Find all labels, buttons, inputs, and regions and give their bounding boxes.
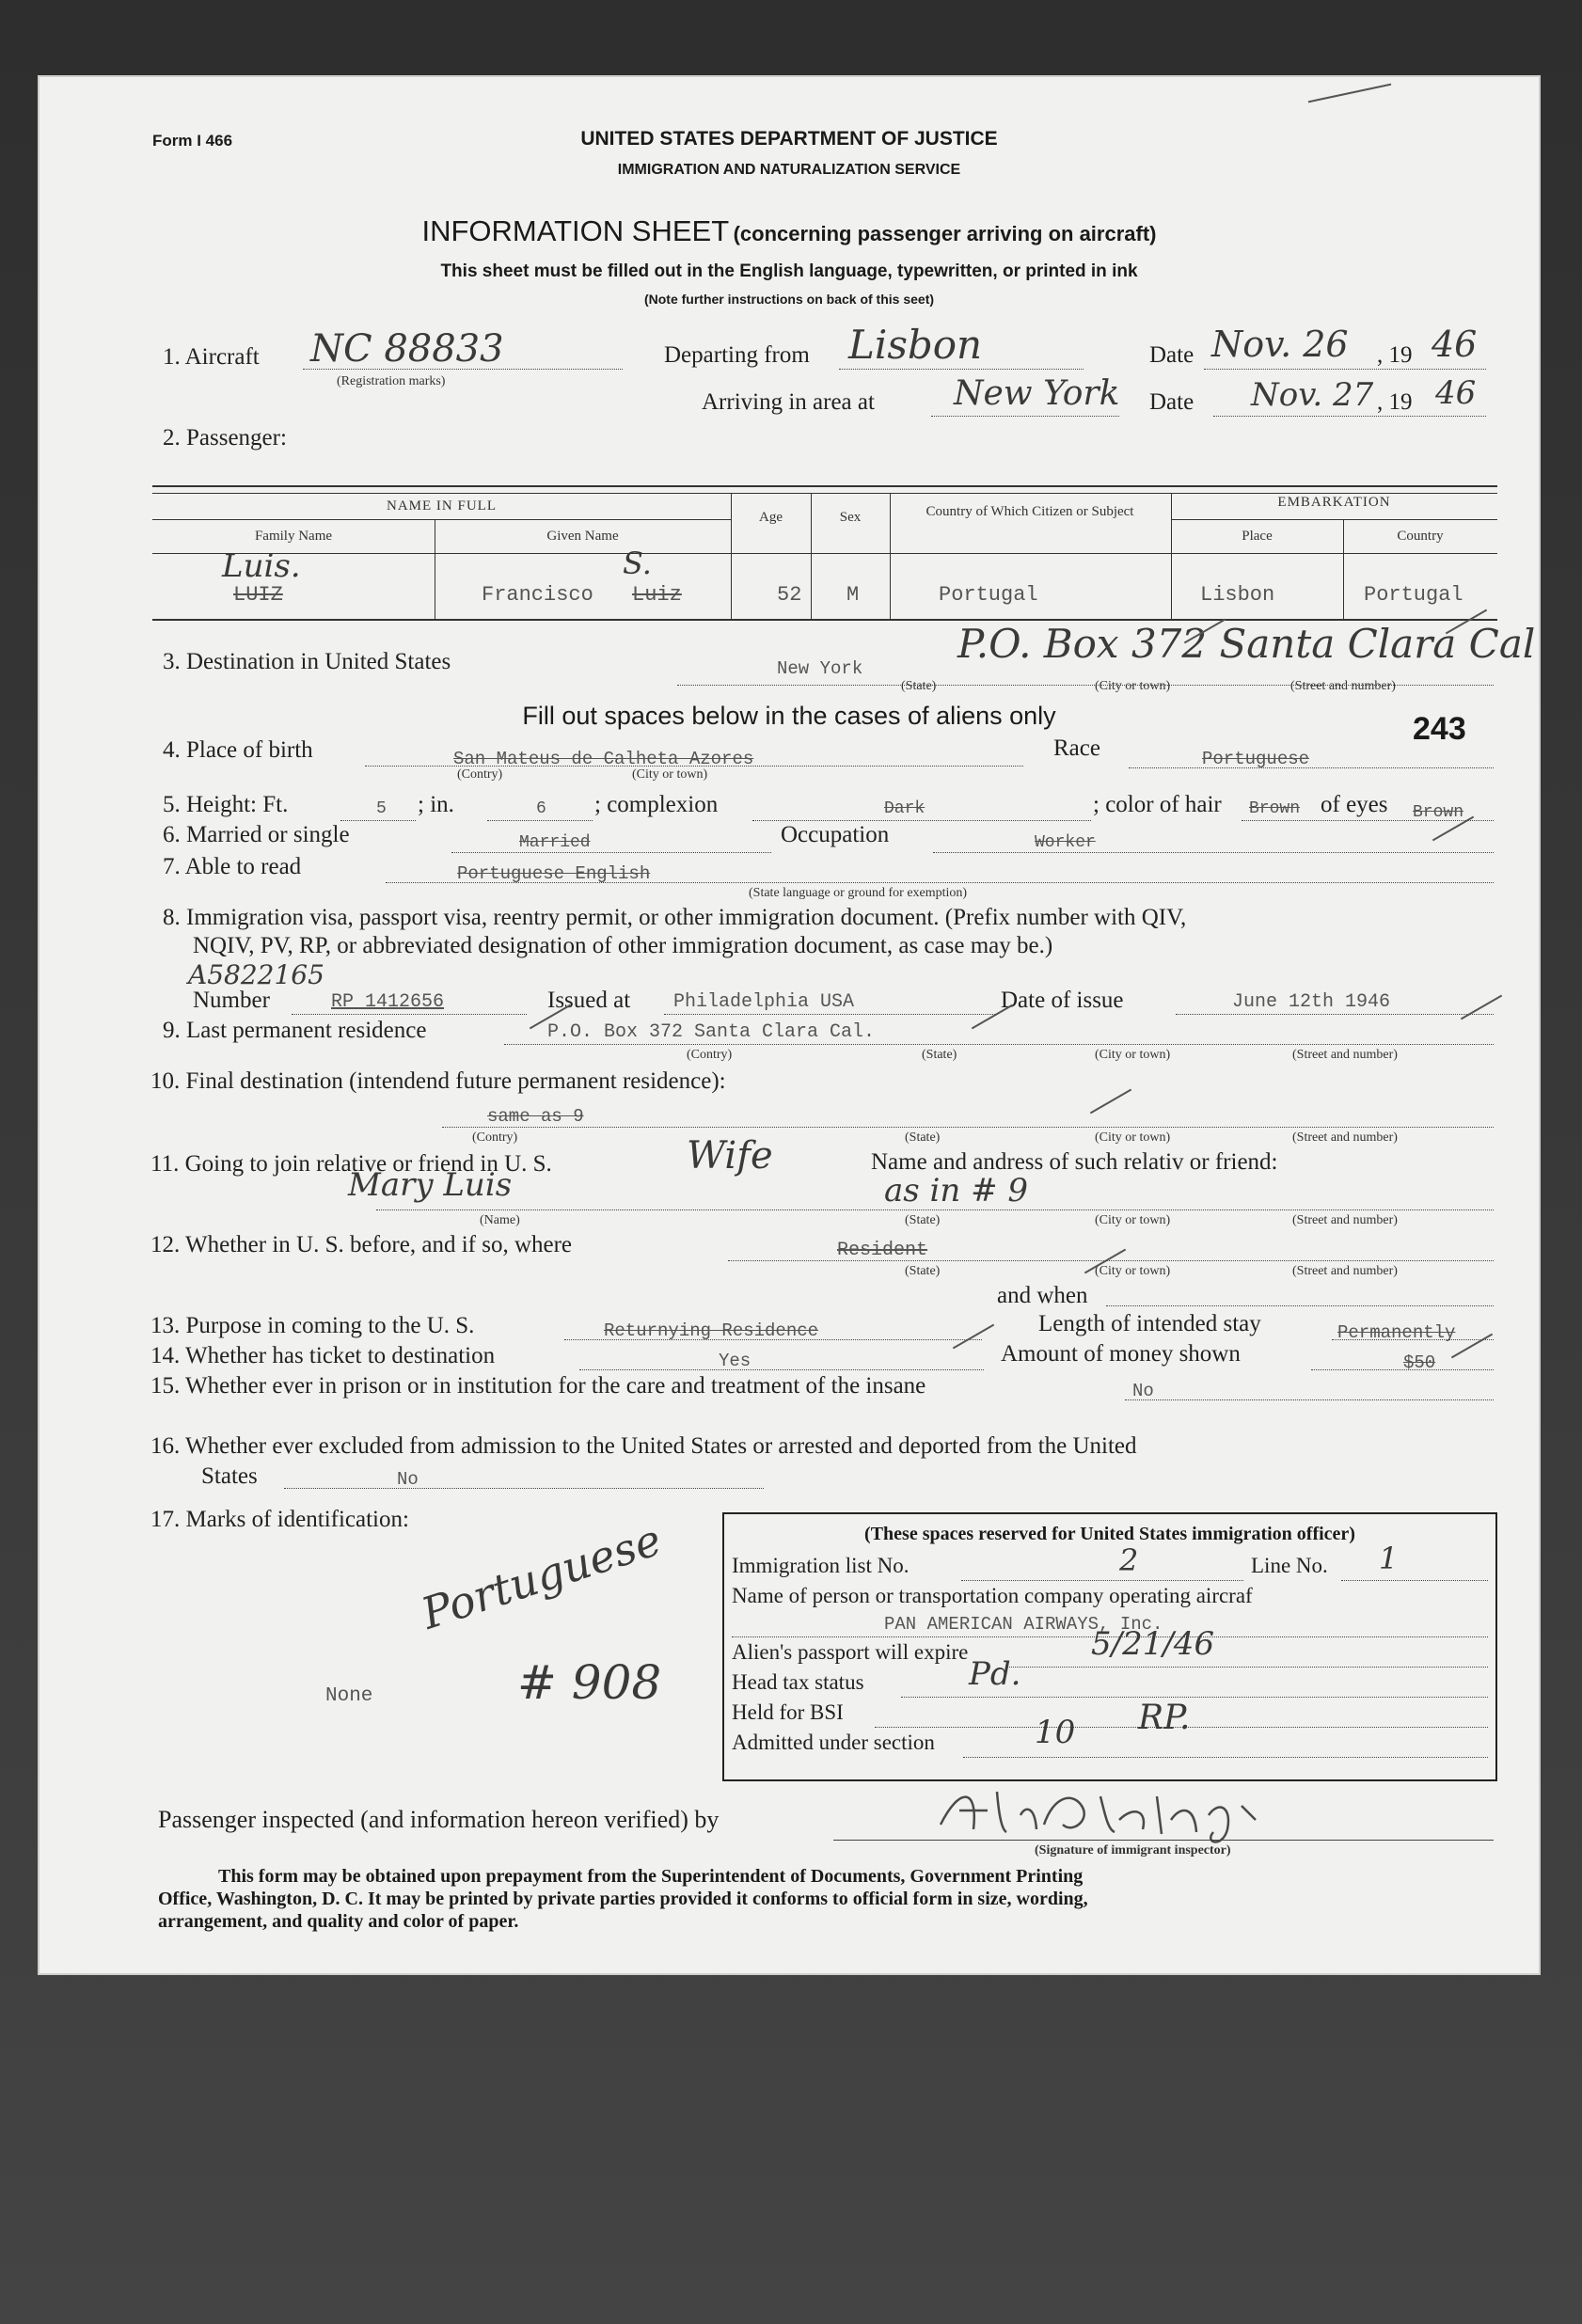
- passport-expire-line: [1006, 1667, 1488, 1668]
- money-value: $50: [1403, 1352, 1436, 1373]
- arriving-value: New York: [954, 374, 1120, 413]
- th-country: Country: [1397, 529, 1444, 544]
- stay-line: [1332, 1339, 1494, 1340]
- form-sheet: [38, 75, 1541, 1975]
- excluded-line: [284, 1488, 764, 1489]
- date-issue-label: Date of issue: [1001, 988, 1124, 1013]
- section-label: Admitted under section: [732, 1731, 935, 1754]
- check-mark: [1451, 1334, 1493, 1359]
- before-cap-city: (City or town): [1095, 1264, 1171, 1278]
- visa-number-label: Number: [193, 988, 270, 1013]
- residence-cap-country: (Contry): [687, 1048, 733, 1062]
- th-country-citizen: Country of Which Citizen or Subject: [925, 504, 1134, 519]
- aircraft-label: 1. Aircraft: [163, 344, 260, 370]
- bsi-label: Held for BSI: [732, 1700, 844, 1724]
- table-top-rule-2: [152, 493, 1497, 494]
- list-no-label: Immigration list No.: [732, 1554, 910, 1577]
- read-label: 7. Able to read: [163, 854, 302, 879]
- th-embarkation: EMBARKATION: [1277, 495, 1391, 510]
- operator-label: Name of person or transportation company operating aircraf: [732, 1584, 1253, 1607]
- race-label: Race: [1053, 735, 1100, 761]
- visa-label-line2: NQIV, PV, RP, or abbreviated designation of other immigration document, as case may be.): [193, 933, 1053, 958]
- read-line: [386, 882, 1494, 883]
- signature-caption: (Signature of immigrant inspector): [1035, 1843, 1231, 1858]
- when-line: [1106, 1305, 1494, 1306]
- before-cap-state: (State): [905, 1264, 941, 1278]
- complexion-line: [752, 820, 1091, 821]
- final-cap-country: (Contry): [472, 1130, 518, 1145]
- departing-value: Lisbon: [848, 322, 983, 368]
- date-arrive-value: Nov. 27: [1251, 376, 1374, 414]
- join-name-label: Name and andress of such relativ or friend:: [871, 1149, 1278, 1175]
- height-in-value: 6: [536, 799, 546, 818]
- final-destination-label: 10. Final destination (intendend future permanent residence):: [150, 1068, 726, 1094]
- ticket-label: 14. Whether has ticket to destination: [150, 1343, 496, 1368]
- corner-mark: [1308, 84, 1391, 103]
- arriving-line: [931, 416, 1119, 417]
- list-no-line: [961, 1580, 1243, 1581]
- join-line: [376, 1209, 1494, 1210]
- height-in-line: [487, 820, 593, 821]
- marks-handwritten-number: # 908: [517, 1655, 662, 1710]
- inspector-signature: [931, 1778, 1326, 1849]
- birthplace-cap-city: (City or town): [632, 767, 708, 782]
- family-name-struck: LUIZ: [233, 583, 283, 607]
- table-header-bottom: [152, 553, 1497, 554]
- hair-eyes-line: [1242, 820, 1494, 821]
- stamp-number: 243: [1413, 711, 1466, 747]
- footer-line3: arrangement, and quality and color of paper.: [158, 1911, 519, 1932]
- before-line: [728, 1260, 1494, 1261]
- inspected-label: Passenger inspected (and information hereon verified) by: [158, 1806, 720, 1833]
- when-label: and when: [997, 1283, 1088, 1308]
- passenger-label: 2. Passenger:: [163, 425, 287, 451]
- destination-cap-street: (Street and number): [1290, 679, 1396, 693]
- line-no-line: [1341, 1580, 1488, 1581]
- head-tax-line: [901, 1697, 1488, 1698]
- operator-value: PAN AMERICAN AIRWAYS, Inc.: [884, 1614, 1163, 1635]
- final-destination-line: [442, 1127, 1494, 1128]
- eyes-label: of eyes: [1321, 792, 1388, 817]
- th-sex: Sex: [839, 510, 862, 525]
- col-divider-4: [890, 493, 891, 619]
- date-depart-label: Date: [1149, 342, 1194, 368]
- head-tax-label: Head tax status: [732, 1670, 864, 1694]
- aircraft-value: NC 88833: [310, 327, 504, 371]
- final-cap-street: (Street and number): [1292, 1130, 1398, 1145]
- join-cap-street: (Street and number): [1292, 1213, 1398, 1227]
- join-relation: Wife: [687, 1134, 773, 1178]
- destination-handwritten: P.O. Box 372 Santa Clara Cal: [957, 621, 1536, 667]
- complexion-value: Dark: [884, 799, 925, 818]
- hair-label: ; color of hair: [1093, 792, 1222, 817]
- residence-label: 9. Last permanent residence: [163, 1018, 427, 1043]
- check-mark: [1461, 995, 1502, 1020]
- purpose-value: Returnying Residence: [604, 1320, 819, 1341]
- issued-at-label: Issued at: [547, 988, 631, 1013]
- footer-line1: This form may be obtained upon prepayment from the Superintendent of Documents, Government Printing: [218, 1866, 1084, 1887]
- excluded-value: No: [397, 1469, 419, 1490]
- line-no-value: 1: [1379, 1541, 1399, 1576]
- height-in-label: ; in.: [418, 792, 454, 817]
- birthplace-label: 4. Place of birth: [163, 737, 313, 763]
- height-ft-line: [340, 820, 416, 821]
- embark-header-rule: [1171, 519, 1497, 520]
- prison-line: [1125, 1399, 1494, 1400]
- before-value: Resident: [837, 1240, 928, 1261]
- head-tax-value: Pd.: [969, 1655, 1021, 1693]
- final-cap-city: (City or town): [1095, 1130, 1171, 1145]
- sex-value: M: [846, 583, 860, 607]
- final-destination-value: same as 9: [487, 1106, 584, 1127]
- height-label: 5. Height: Ft.: [163, 792, 289, 817]
- service-title: IMMIGRATION AND NATURALIZATION SERVICE: [617, 162, 961, 178]
- list-no-value: 2: [1119, 1542, 1139, 1578]
- complexion-label: ; complexion: [594, 792, 719, 817]
- purpose-label: 13. Purpose in coming to the U. S.: [150, 1313, 475, 1338]
- sheet-title-main: INFORMATION SHEET: [421, 214, 730, 247]
- section-suffix: RP.: [1138, 1699, 1191, 1737]
- join-name: Mary Luis: [348, 1166, 513, 1204]
- check-mark: [953, 1324, 994, 1350]
- residence-cap-state: (State): [922, 1048, 957, 1062]
- table-top-rule: [152, 485, 1497, 487]
- purpose-line: [564, 1339, 982, 1340]
- residence-value: P.O. Box 372 Santa Clara Cal.: [547, 1021, 876, 1043]
- issued-at-value: Philadelphia USA: [673, 991, 855, 1013]
- date-issue-line: [1176, 1014, 1494, 1015]
- marks-handwritten-note: Portuguese: [415, 1513, 668, 1639]
- section-value: 10: [1035, 1714, 1076, 1751]
- signature-line: [833, 1840, 1494, 1841]
- given-name: Francisco: [482, 583, 593, 607]
- read-value: Portuguese English: [457, 863, 651, 884]
- officer-title: (These spaces reserved for United States immigration officer): [864, 1524, 1355, 1544]
- embark-place-value: Lisbon: [1200, 583, 1275, 607]
- stay-value: Permanently: [1337, 1322, 1456, 1343]
- th-age: Age: [759, 510, 783, 525]
- note: (Note further instructions on back of this seet): [643, 292, 935, 307]
- family-name-handwritten: Luis.: [222, 547, 301, 585]
- hair-value: Brown: [1249, 799, 1301, 818]
- race-line: [1129, 767, 1494, 768]
- age-value: 52: [777, 583, 802, 607]
- given-name-struck: Luiz: [632, 583, 682, 607]
- residence-cap-street: (Street and number): [1292, 1048, 1398, 1062]
- join-cap-state: (State): [905, 1213, 941, 1227]
- registration-caption: (Registration marks): [337, 374, 446, 388]
- date-depart-value: Nov. 26: [1211, 324, 1349, 365]
- given-name-handwritten: S.: [623, 545, 652, 581]
- embark-country-value: Portugal: [1364, 583, 1463, 607]
- before-cap-street: (Street and number): [1292, 1264, 1398, 1278]
- visa-number-value: RP 1412656: [331, 991, 445, 1013]
- sheet-title-suffix: (concerning passenger arriving on aircraft): [733, 222, 1157, 245]
- married-label: 6. Married or single: [163, 822, 350, 847]
- date-depart-line: [1204, 369, 1486, 370]
- date-arrive-line: [1213, 416, 1486, 417]
- year-prefix-depart: , 19: [1377, 342, 1413, 368]
- read-caption: (State language or ground for exemption): [749, 886, 968, 900]
- passport-expire-value: 5/21/46: [1091, 1625, 1215, 1663]
- aircraft-line: [303, 369, 623, 370]
- year-depart: 46: [1432, 324, 1478, 365]
- ticket-line: [579, 1369, 984, 1370]
- ticket-value: Yes: [719, 1351, 751, 1371]
- section-line: [963, 1757, 1488, 1758]
- occupation-value: Worker: [1035, 833, 1096, 852]
- destination-label: 3. Destination in United States: [163, 649, 451, 674]
- check-mark: [972, 1004, 1013, 1030]
- th-name-in-full: NAME IN FULL: [387, 498, 497, 514]
- visa-label-line1: 8. Immigration visa, passport visa, reentry permit, or other immigration document. (Prefix number with QIV,: [163, 905, 1187, 930]
- check-mark: [1090, 1089, 1131, 1115]
- married-value: Married: [519, 833, 591, 852]
- married-line: [451, 852, 771, 853]
- year-prefix-arrive: , 19: [1377, 389, 1413, 415]
- stay-label: Length of intended stay: [1038, 1311, 1261, 1336]
- sheet-title: [38, 214, 1541, 248]
- arriving-label: Arriving in area at: [702, 389, 875, 415]
- date-arrive-label: Date: [1149, 389, 1194, 415]
- th-family-name: Family Name: [254, 529, 333, 544]
- marks-label: 17. Marks of identification:: [150, 1507, 409, 1532]
- department-title: UNITED STATES DEPARTMENT OF JUSTICE: [580, 128, 998, 150]
- instruction: This sheet must be filled out in the English language, typewritten, or printed in ink: [440, 261, 1138, 281]
- money-line: [1311, 1369, 1494, 1370]
- eyes-value: Brown: [1413, 803, 1464, 822]
- excluded-label-line2: States: [201, 1463, 258, 1489]
- prison-label: 15. Whether ever in prison or in institution for the care and treatment of the insane: [150, 1373, 926, 1399]
- visa-handwritten-number: A5822165: [188, 959, 324, 990]
- issued-at-line: [664, 1014, 997, 1015]
- birthplace-line: [365, 766, 1023, 767]
- residence-cap-city: (City or town): [1095, 1048, 1171, 1062]
- destination-state: New York: [777, 658, 863, 679]
- join-cap-city: (City or town): [1095, 1213, 1171, 1227]
- birthplace-value: San Mateus de Calheta Azores: [453, 749, 754, 769]
- form-number: Form I 466: [152, 132, 233, 150]
- year-arrive: 46: [1435, 374, 1477, 412]
- destination-cap-city: (City or town): [1095, 679, 1171, 693]
- occupation-line: [933, 852, 1494, 853]
- race-value: Portuguese: [1202, 749, 1310, 769]
- officer-box: [722, 1512, 1497, 1781]
- date-issue-value: June 12th 1946: [1232, 991, 1391, 1013]
- destination-cap-state: (State): [901, 679, 937, 693]
- line-no-label: Line No.: [1251, 1554, 1328, 1577]
- name-header-rule: [152, 519, 731, 520]
- join-address: as in # 9: [884, 1172, 1029, 1209]
- height-ft-value: 5: [376, 799, 387, 818]
- visa-number-line: [292, 1014, 527, 1015]
- departing-line: [839, 369, 1084, 370]
- footer-line2: Office, Washington, D. C. It may be printed by private parties provided it conforms to official form in size, wording,: [158, 1889, 1088, 1909]
- th-given-name: Given Name: [546, 529, 619, 544]
- join-cap-name: (Name): [480, 1213, 520, 1227]
- aliens-heading: Fill out spaces below in the cases of aliens only: [522, 702, 1056, 730]
- departing-label: Departing from: [664, 342, 810, 368]
- before-label: 12. Whether in U. S. before, and if so, where: [150, 1232, 573, 1257]
- th-place: Place: [1242, 529, 1273, 544]
- excluded-label-line1: 16. Whether ever excluded from admission to the United States or arrested and deported from the United: [150, 1433, 1137, 1459]
- residence-line: [504, 1044, 1494, 1045]
- final-cap-state: (State): [905, 1130, 941, 1145]
- passport-expire-label: Alien's passport will expire: [732, 1640, 969, 1664]
- marks-value: None: [325, 1685, 373, 1707]
- col-divider-5: [1171, 493, 1172, 619]
- money-label: Amount of money shown: [1001, 1341, 1241, 1367]
- birthplace-cap-country: (Contry): [457, 767, 503, 782]
- occupation-label: Occupation: [781, 822, 890, 847]
- citizen-value: Portugal: [939, 583, 1038, 607]
- prison-value: No: [1132, 1381, 1154, 1401]
- join-label: 11. Going to join relative or friend in U. S.: [150, 1151, 552, 1177]
